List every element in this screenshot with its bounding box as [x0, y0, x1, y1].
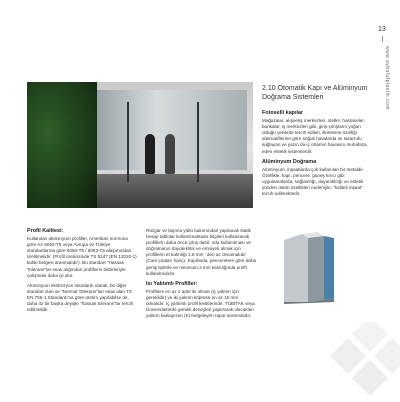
fotoselli-text: Mağazalar, alışveriş merkezleri, oteller, hastaneler, bankalar, iş merkezleri gibi, giriş-çıkışların yoğun olduğu yerlerde tercih edilen, ilkimleme özelliği alternatiflerine göre soğuk havalarda ısı tasarrufu sağlayan ve yazın da iç ortamın havasını muhafaza eden estetik sistemlerdir.	[262, 118, 367, 154]
entrance-photo	[27, 82, 253, 208]
isi-yalitimli-heading: Isı Yalıtımlı Profiller:	[146, 280, 198, 287]
profil-kalitesi-heading: Profil Kalitesi:	[27, 228, 64, 234]
section-title	[262, 84, 372, 102]
site-url: www.aybulutplastik.com	[384, 46, 390, 111]
ruzgar-block	[146, 228, 258, 323]
aluminyum-text: Alüminyum, inşaatlarda çok kullanılan bir metaldir. Özellikle, kapı, pencere, güneş kırıcı gibi uygulamalarda, sağlamlığı, dayanıklılığı ve estetik yönden üstün özellikleri nedeniyle, "kaliteli inşaat" tercih edilmektedir.	[262, 166, 364, 197]
page-number-divider	[382, 36, 383, 42]
fotoselli-heading: Fotoselli kapılar	[262, 110, 304, 116]
person	[165, 134, 175, 174]
isi-yalitimli-text: Profillere en az 2 adet iki olmalı (iç yalıtım için gereklidir) ve iki yalıtım köprüsü en az 15 mm olmalıdır. İç yalıtımlı profil kesitlerinde, TÜBİTAK veya Üniversitelerde gerekli deneyleri yaptırarak olacakları yalıtım katsayısını (K) belgeleyen rapor aranmalıdır.	[146, 288, 255, 319]
plant	[27, 82, 97, 208]
profile-glass	[324, 236, 334, 300]
decorative-squares	[322, 322, 400, 402]
profil-kalitesi-block	[27, 228, 137, 317]
section-title-text: Otomatik Kapı ve Alüminyum Doğrama Sistemleri	[262, 85, 368, 101]
deco-square	[330, 338, 366, 374]
aluminyum-heading: Alüminyum Doğrama	[262, 158, 317, 165]
profil-kalitesi-text-1: Kullanılan alüminyum profiller, Amerikan normuna göre AA 6063-T5 veya Avrupa ve Türkiye standartlarına göre 6060-T5 / 6063-T5 alaşımından üretilmelidir. (Profil üreticisinde TS 5247 (EN 12020-1) kalite belgesi aranmalıdır). Bu standart "Hassas Tolerans"lar esas alığından profillerin birbirleriyle çalışması daha iyi olur.	[27, 236, 137, 278]
aluminium-profile-image	[278, 232, 336, 304]
door-frame	[127, 102, 129, 182]
deco-square	[352, 360, 388, 396]
person	[145, 134, 155, 174]
profile-face	[284, 234, 308, 302]
fotoselli-block	[262, 110, 370, 201]
door-frame	[197, 102, 199, 182]
profile-side	[308, 236, 324, 302]
profil-kalitesi-text-2: Alüminyum ekstrüzyon standardı olarak, bir diğer standart olan ve "Normal Tolerans"ları esas alan TS EN 755-1 Standardı'na göre üretim yapılabilse de, daha öz bir başka deyişle "hassas tolerans"lar tercih edilmelidir.	[27, 282, 134, 313]
page-number: 13	[378, 26, 386, 33]
ruzgar-text: Rüzgar ve taşıma yükü bakımından yapılacak statik hesap tablolar kullanılmaktadır bilgileri kullanılacak profillerin daha önce çıkış dahil, nda kullanılması ve doğramanın dayanıklılık ve emniyeti almak için profillerin et kalınlığı 1.8 mm ' den az olmamalıdır (Cam çıtaları hariç). Kapılarda, pencerelere göre daha geniş tiplerle ve minimum 2 mm kalınlığında profil kullanılmalıdır.	[146, 228, 257, 276]
section-number: 2.10	[262, 85, 276, 92]
